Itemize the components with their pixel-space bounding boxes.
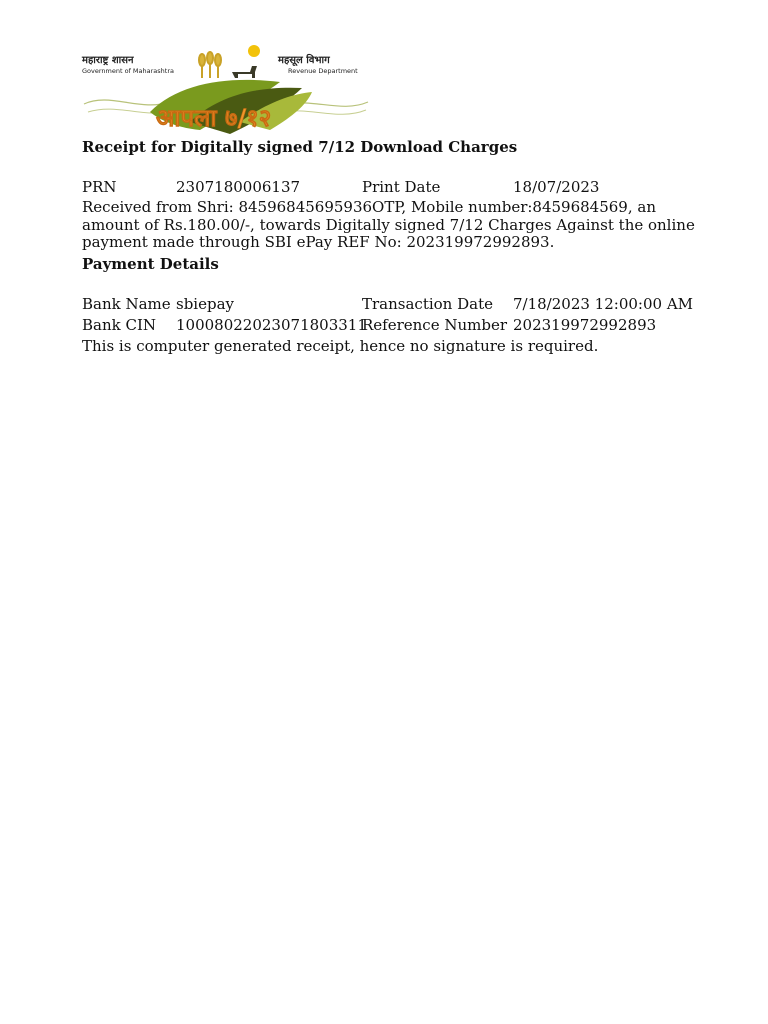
bank-name-value: sbiepay: [176, 295, 234, 313]
payment-details-heading: Payment Details: [82, 255, 219, 273]
receipt-title: Receipt for Digitally signed 7/12 Download Charges: [82, 138, 518, 156]
bank-cin-label: Bank CIN: [82, 316, 157, 334]
logo-left-sub: Government of Maharashtra: [82, 67, 174, 75]
bank-cin-value: 10008022023071803311: [176, 316, 367, 334]
logo-graphic: [80, 42, 372, 138]
received-paragraph: [82, 198, 695, 252]
paragraph-line-2: amount of Rs.180.00/-, towards Digitally signed 7/12 Charges Against the online: [82, 215, 695, 234]
paragraph-line-3: payment made through SBI ePay REF No: 202319972992893.: [82, 233, 555, 251]
logo-right-marathi: महसूल विभाग: [278, 55, 330, 66]
logo-center-text: आपला ७/१२: [156, 104, 272, 132]
reference-number-value: 202319972992893: [513, 316, 657, 334]
aapla-712-logo: [80, 42, 372, 138]
prn-value: 2307180006137: [176, 178, 301, 196]
bank-name-label: Bank Name: [82, 295, 171, 313]
logo-right-sub: Revenue Department: [288, 67, 358, 75]
prn-label: PRN: [82, 178, 117, 196]
logo-left-marathi: महाराष्ट्र शासन: [82, 55, 134, 66]
print-date-value: 18/07/2023: [513, 178, 600, 196]
computer-generated-note: This is computer generated receipt, hence no signature is required.: [82, 337, 599, 355]
transaction-date-label: Transaction Date: [362, 295, 493, 313]
print-date-label: Print Date: [362, 178, 441, 196]
paragraph-line-1: Received from Shri: 84596845695936OTP, Mobile number:8459684569, an: [82, 198, 656, 216]
reference-number-label: Reference Number: [362, 316, 508, 334]
transaction-date-value: 7/18/2023 12:00:00 AM: [513, 295, 694, 313]
